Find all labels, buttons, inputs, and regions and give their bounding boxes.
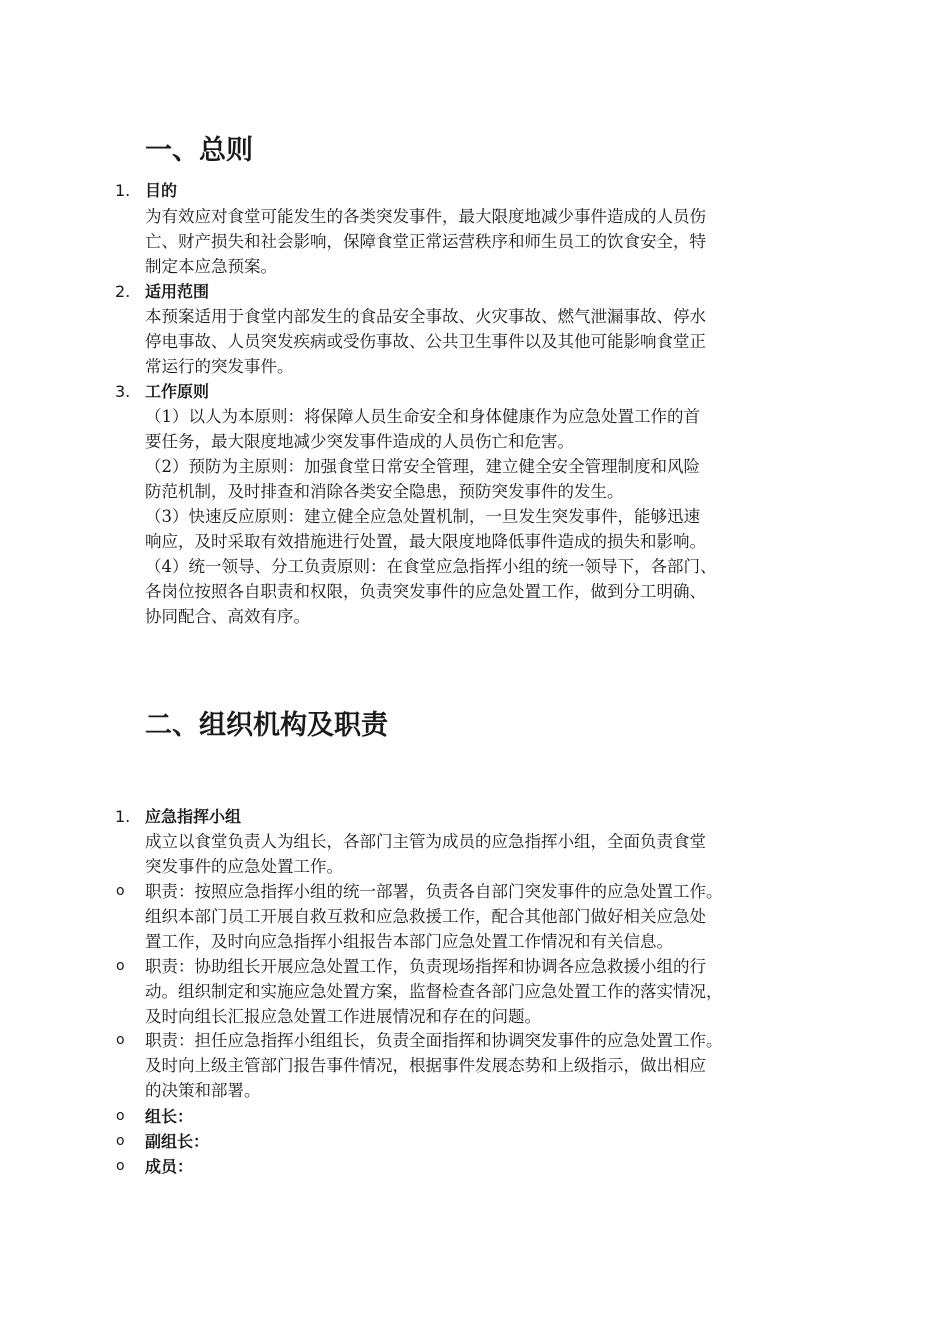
item-heading: 工作原则 <box>145 382 210 401</box>
text-line: 本预案适用于食堂内部发生的食品安全事故、火灾事故、燃气泄漏事故、停水 <box>145 307 706 326</box>
duty-paragraph <box>145 879 805 954</box>
text-line: 为有效应对食堂可能发生的各类突发事件，最大限度地减少事件造成的人员伤 <box>145 207 706 226</box>
text-line: （3）快速反应原则：建立健全应急处置机制，一旦发生突发事件，能够迅速 <box>145 507 700 526</box>
text-line: 停电事故、人员突发疾病或受伤事故、公共卫生事件以及其他可能影响食堂正 <box>145 332 706 351</box>
bullet-marker: o <box>116 883 125 899</box>
duty-paragraph <box>145 954 805 1029</box>
text-line: 职责：担任应急指挥小组组长，负责全面指挥和协调突发事件的应急处置工作。 <box>145 1031 723 1050</box>
text-line: 防范机制，及时排查和消除各类安全隐患，预防突发事件的发生。 <box>145 482 624 501</box>
text-line: （4）统一领导、分工负责原则：在食堂应急指挥小组的统一领导下，各部门、 <box>145 557 717 576</box>
bullet-marker: o <box>116 958 125 974</box>
bullet-marker: o <box>116 1032 125 1048</box>
section-2-title: 二、组织机构及职责 <box>145 710 388 741</box>
item-heading: 适用范围 <box>145 282 210 301</box>
text-line: 各岗位按照各自职责和权限，负责突发事件的应急处置工作，做到分工明确、 <box>145 582 706 601</box>
text-line: （1）以人为本原则：将保障人员生命安全和身体健康作为应急处置工作的首 <box>145 407 700 426</box>
text-line: 常运行的突发事件。 <box>145 357 294 376</box>
list-number: 1. <box>115 181 131 200</box>
text-line: 亡、财产损失和社会影响，保障食堂正常运营秩序和师生员工的饮食安全，特 <box>145 232 706 251</box>
text-line: 突发事件的应急处置工作。 <box>145 857 343 876</box>
text-line: （2）预防为主原则：加强食堂日常安全管理，建立健全安全管理制度和风险 <box>145 457 700 476</box>
text-line: 成立以食堂负责人为组长，各部门主管为成员的应急指挥小组，全面负责食堂 <box>145 832 706 851</box>
text-line: 及时向组长汇报应急处置工作进展情况和存在的问题。 <box>145 1007 541 1026</box>
item-paragraph <box>145 304 805 379</box>
text-line: 职责：按照应急指挥小组的统一部署，负责各自部门突发事件的应急处置工作。 <box>145 882 723 901</box>
text-line: 组织本部门员工开展自救互救和应急救援工作，配合其他部门做好相关应急处 <box>145 907 706 926</box>
text-line: 动。组织制定和实施应急处置方案，监督检查各部门应急处置工作的落实情况， <box>145 982 723 1001</box>
text-line: 要任务，最大限度地减少突发事件造成的人员伤亡和危害。 <box>145 432 574 451</box>
list-number: 2. <box>115 282 131 301</box>
bullet-marker: o <box>116 1133 125 1149</box>
list-number: 1. <box>115 807 131 826</box>
text-line: 协同配合、高效有序。 <box>145 607 310 626</box>
list-number: 3. <box>115 382 131 401</box>
item-paragraph <box>145 204 805 279</box>
role-label-members: 成员： <box>145 1157 194 1176</box>
section-1-title: 一、总则 <box>145 135 253 166</box>
item-heading: 目的 <box>145 181 178 200</box>
duty-paragraph <box>145 1028 805 1103</box>
text-line: 的决策和部署。 <box>145 1081 261 1100</box>
role-label-deputy-leader: 副组长： <box>145 1132 210 1151</box>
text-line: 及时向上级主管部门报告事件情况，根据事件发展态势和上级指示，做出相应 <box>145 1056 706 1075</box>
item-heading: 应急指挥小组 <box>145 807 242 826</box>
item-paragraph <box>145 404 805 629</box>
text-line: 响应，及时采取有效措施进行处置，最大限度地降低事件造成的损失和影响。 <box>145 532 706 551</box>
bullet-marker: o <box>116 1108 125 1124</box>
text-line: 制定本应急预案。 <box>145 257 277 276</box>
text-line: 置工作，及时向应急指挥小组报告本部门应急处置工作情况和有关信息。 <box>145 932 673 951</box>
role-label-leader: 组长： <box>145 1107 194 1126</box>
bullet-marker: o <box>116 1158 125 1174</box>
item-paragraph <box>145 829 805 879</box>
text-line: 职责：协助组长开展应急处置工作，负责现场指挥和协调各应急救援小组的行 <box>145 957 706 976</box>
